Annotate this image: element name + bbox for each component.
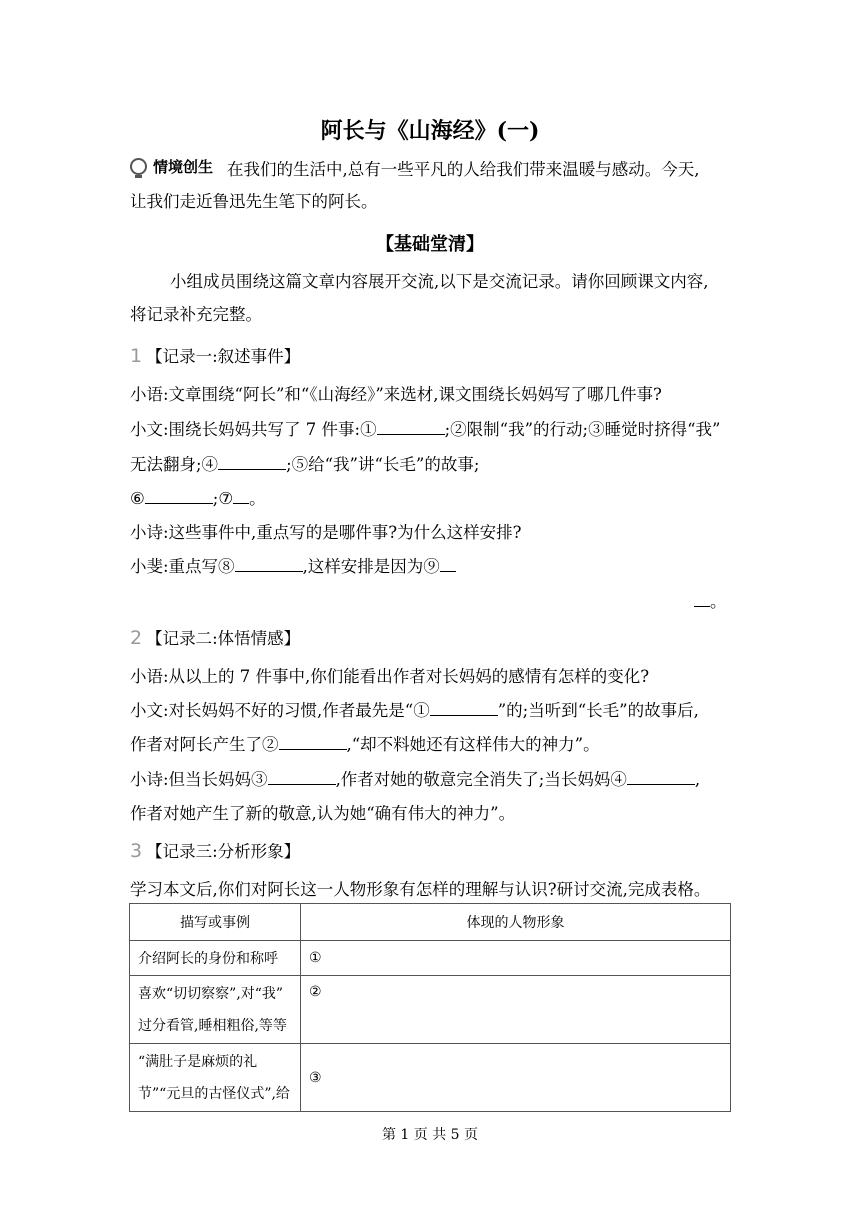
record2-answer-2-line-2: 作者对她产生了新的敬意,认为她“确有伟大的神力”。: [130, 804, 516, 823]
record3-number: 3: [130, 840, 143, 862]
table-answer-cell[interactable]: ③: [301, 1044, 731, 1112]
table-cell: 喜欢“切切察察”,对“我” 过分看管,睡相粗俗,等等: [130, 976, 301, 1044]
table-cell: “满肚子是麻烦的礼 节”“元旦的古怪仪式”,给: [130, 1044, 301, 1112]
answer-blank[interactable]: [627, 770, 695, 785]
page-title: 阿长与《山海经》(一): [320, 118, 540, 144]
record1-answer-1: 小文:围绕长妈妈共写了 7 件事:① ;②限制“我”的行动;③睡觉时挤得“我”: [130, 420, 721, 439]
record2-heading: 2 【记录二:体悟情感】: [130, 627, 301, 649]
record1-heading: 1 【记录一:叙述事件】: [130, 345, 301, 367]
answer-blank[interactable]: [235, 557, 303, 572]
intro-badge: 情境创生: [130, 156, 213, 177]
character-table: [129, 903, 731, 1112]
intro-line-2: 让我们走近鲁迅先生笔下的阿长。: [130, 192, 378, 211]
answer-blank[interactable]: [145, 489, 213, 504]
table-header-row: [130, 904, 731, 941]
answer-blank[interactable]: [440, 557, 456, 572]
record1-number: 1: [130, 345, 143, 367]
answer-blank[interactable]: [694, 592, 710, 607]
answer-blank[interactable]: [377, 420, 445, 435]
table-header: 体现的人物形象: [301, 904, 731, 941]
task-line-2: 将记录补充完整。: [130, 305, 262, 324]
intro-line-1: 情境创生 在我们的生活中,总有一些平凡的人给我们带来温暖与感动。今天,: [130, 156, 700, 180]
answer-blank[interactable]: [218, 455, 286, 470]
record2-answer-1-line-2: 作者对阿长产生了② ,“却不料她还有这样伟大的神力”。: [130, 735, 600, 754]
record1-answer-1-line-2: 无法翻身;④ ;⑤给“我”讲“长毛”的故事;: [130, 455, 480, 474]
task-line-1: 小组成员围绕这篇文章内容展开交流,以下是交流记录。请你回顾课文内容,: [170, 272, 709, 291]
record1-question-2: 小诗:这些事件中,重点写的是哪件事?为什么这样安排?: [130, 523, 522, 542]
answer-blank[interactable]: [430, 701, 498, 716]
table-row: [130, 976, 731, 1044]
record2-answer-2: 小诗:但当长妈妈③ ,作者对她的敬意完全消失了;当长妈妈④ ,: [130, 770, 701, 789]
section-heading: 【基础堂清】: [376, 234, 484, 255]
record1-answer-1-line-3: ⑥ ;⑦ 。: [130, 489, 266, 508]
record2-question-1: 小语:从以上的 7 件事中,你们能看出作者对长妈妈的感情有怎样的变化?: [130, 667, 650, 686]
table-answer-cell[interactable]: ②: [301, 976, 731, 1044]
record2-number: 2: [130, 627, 143, 649]
answer-blank[interactable]: [268, 770, 336, 785]
page-footer: 第 1 页 共 5 页: [381, 1127, 479, 1143]
record3-heading: 3 【记录三:分析形象】: [130, 840, 301, 862]
table-cell: 介绍阿长的身份和称呼: [130, 941, 301, 976]
table-answer-cell[interactable]: ①: [301, 941, 731, 976]
answer-blank[interactable]: [279, 735, 347, 750]
table-row: [130, 941, 731, 976]
record1-answer-2-end: 。: [694, 588, 727, 612]
record3-intro: 学习本文后,你们对阿长这一人物形象有怎样的理解与认识?研讨交流,完成表格。: [130, 880, 711, 899]
table-row: [130, 1044, 731, 1112]
record2-answer-1: 小文:对长妈妈不好的习惯,作者最先是“① ”的;当听到“长毛”的故事后,: [130, 701, 699, 720]
record1-answer-2: 小斐:重点写⑧ ,这样安排是因为⑨: [130, 553, 456, 577]
answer-blank[interactable]: [233, 489, 249, 504]
table-header: 描写或事例: [130, 904, 301, 941]
lightbulb-icon: [130, 158, 147, 175]
record1-question-1: 小语:文章围绕“阿长”和“《山海经》”来选材,课文围绕长妈妈写了哪几件事?: [130, 385, 662, 404]
